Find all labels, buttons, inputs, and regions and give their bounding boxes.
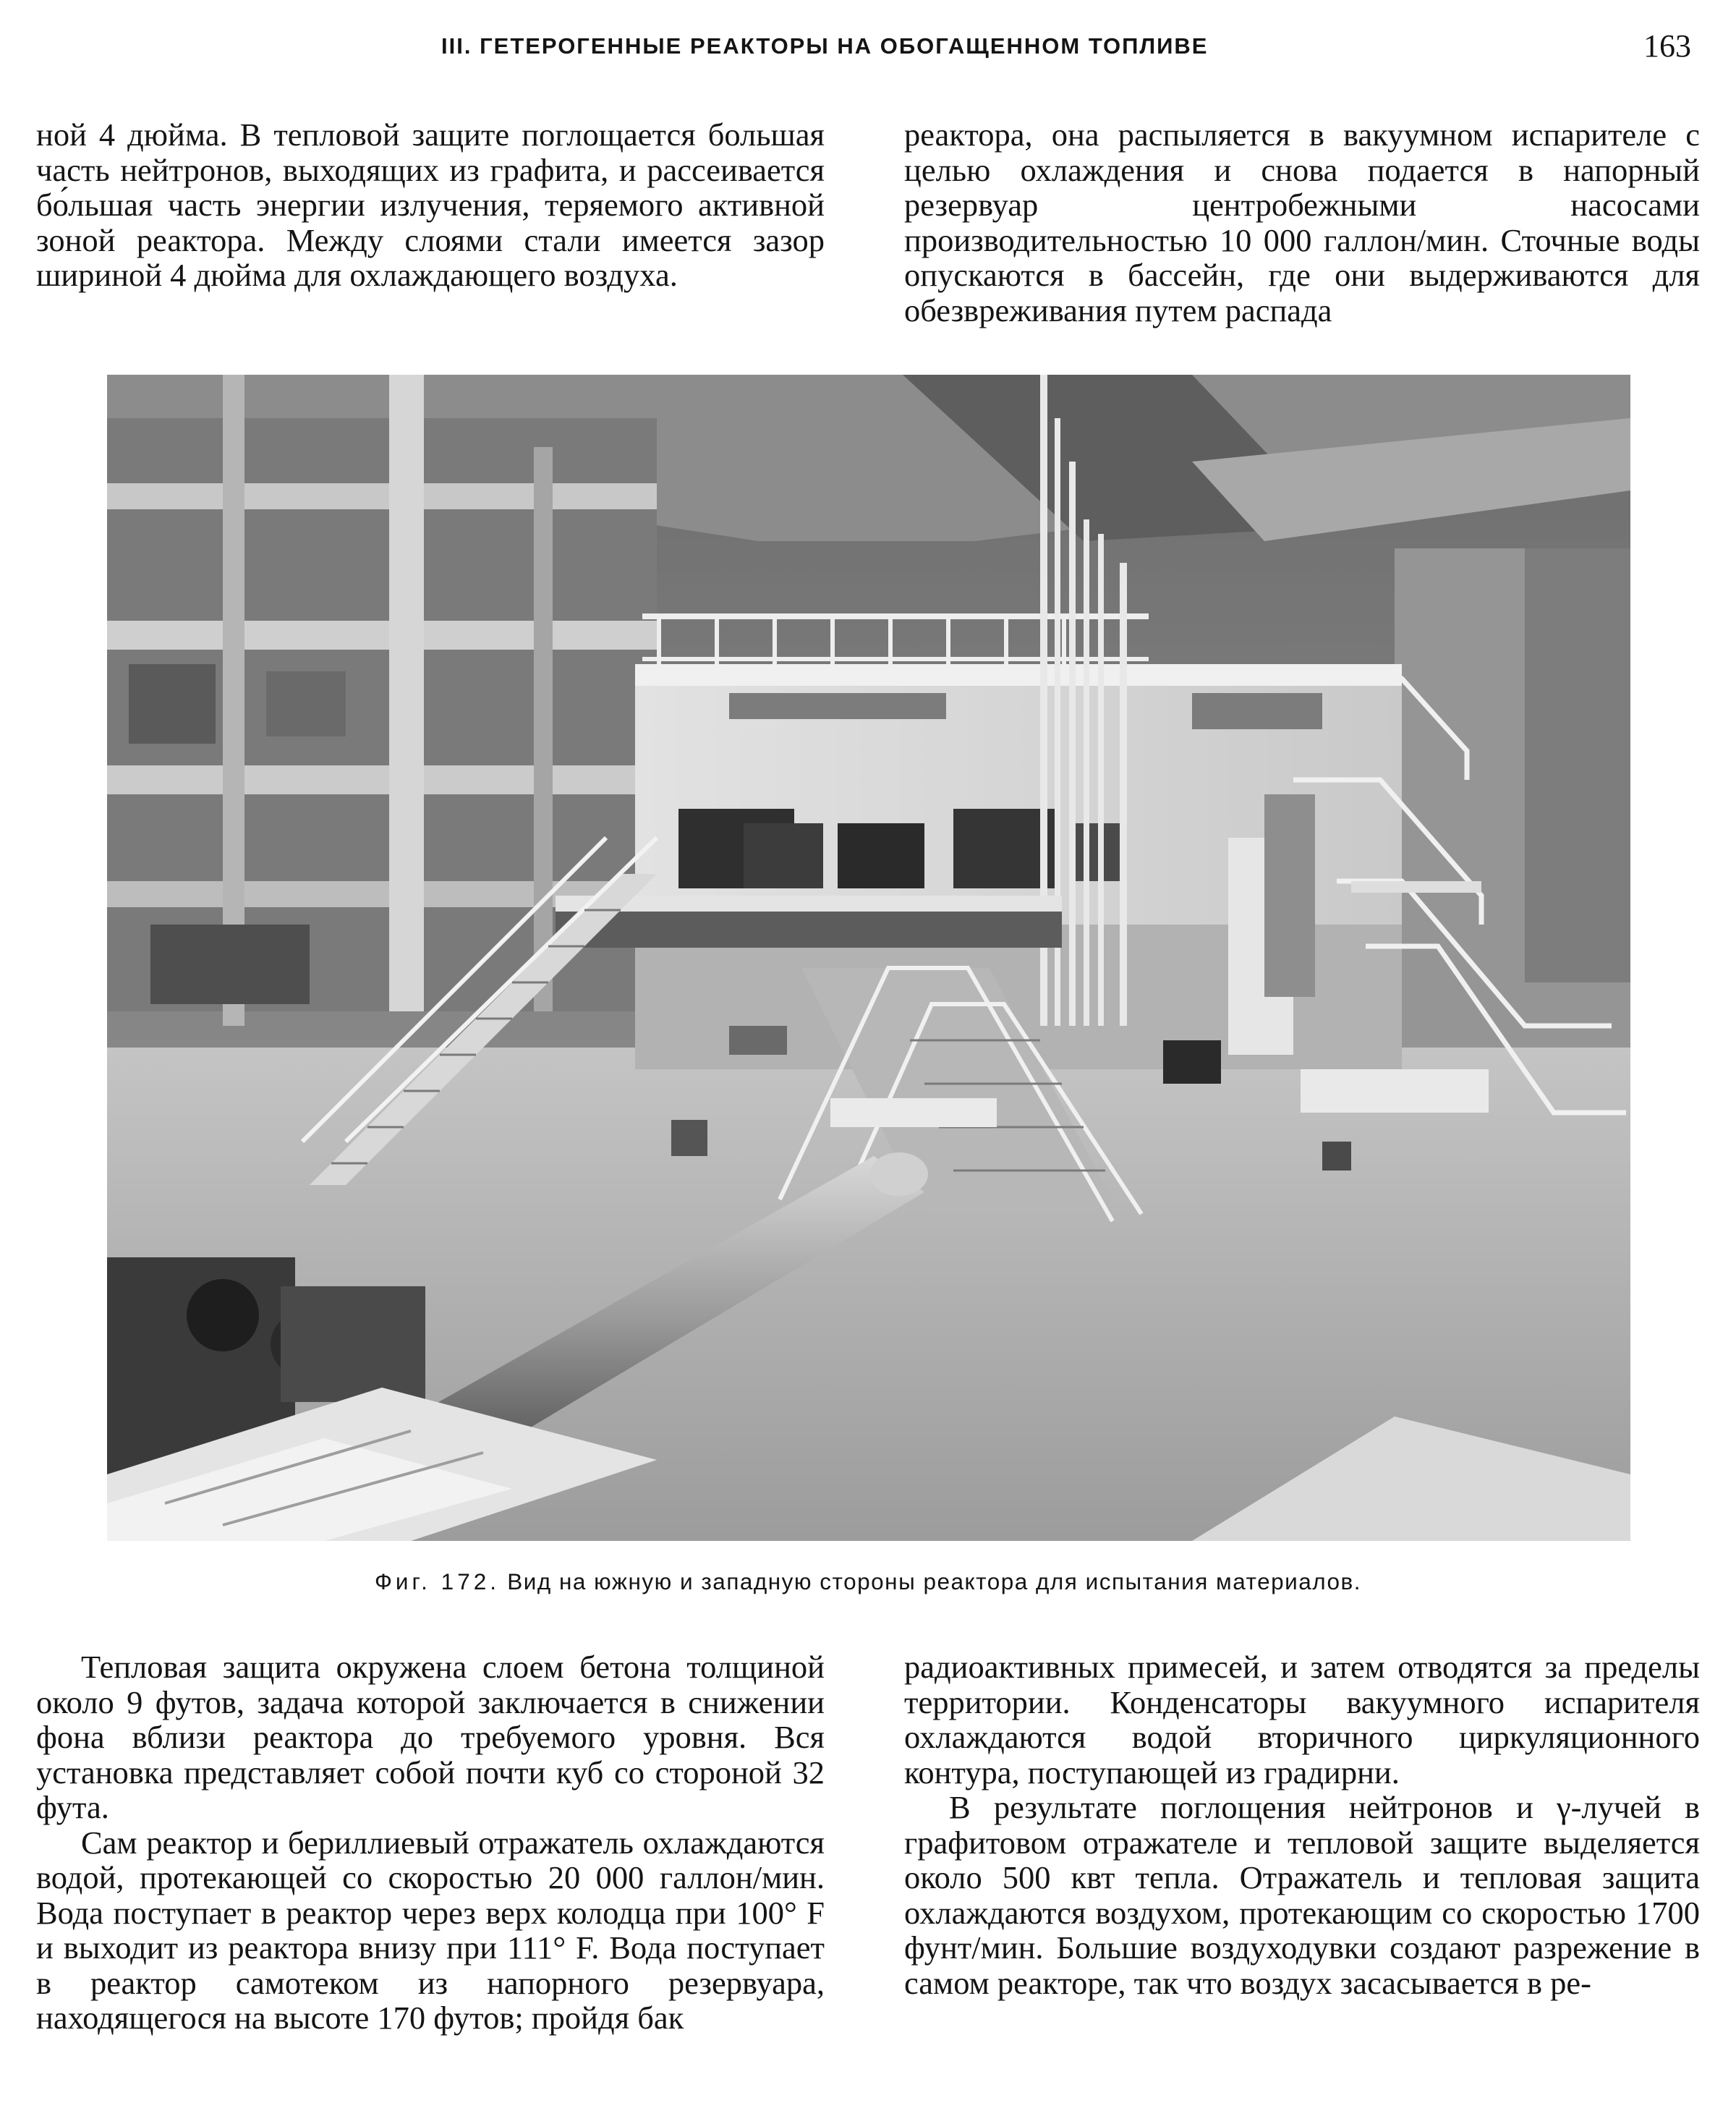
page-number: 163 <box>1643 28 1691 64</box>
bottom-right-column <box>904 1649 1700 2000</box>
top-left-column <box>36 117 825 293</box>
figure-caption-label: Фиг. 172. <box>374 1568 500 1594</box>
bottom-right-paragraph-1: радиоактивных примесей, и затем отводятся за пределы территории. Конденсаторы вакуумного испарителя охлаждаются водой вторичного циркуляционного контура, поступающей из градирни. <box>904 1649 1700 1790</box>
bottom-left-paragraph-1: Тепловая защита окружена слоем бетона толщиной около 9 футов, задача которой заключается в снижении фона вблизи реактора до требуемого уровня. Вся установка представляет собой почти куб со стороной 32 фута. <box>36 1649 825 1825</box>
bottom-left-paragraph-2: Сам реактор и бериллиевый отражатель охлаждаются водой, протекающей со скоростью 20 000 галлон/мин. Вода поступает в реактор через верх колодца при 100° F и выходит из реактора внизу при 111° F. Вода поступает в реактор самотеком из напорного резервуара, находящегося на высоте 170 футов; пройдя бак <box>36 1824 825 2036</box>
running-head <box>0 27 1736 71</box>
running-title: III. ГЕТЕРОГЕННЫЕ РЕАКТОРЫ НА ОБОГАЩЕННОМ ТОПЛИВЕ <box>441 33 1209 59</box>
reactor-photo-illustration <box>107 375 1630 1541</box>
figure-caption <box>0 1568 1736 1595</box>
figure-caption-text: Вид на южную и западную стороны реактора для испытания материалов. <box>507 1568 1362 1594</box>
bottom-right-paragraph-2: В результате поглощения нейтронов и γ-лучей в графитовом отражателе и тепловой защите выделяется около 500 квт тепла. Отражатель и тепловая защита охлаждаются воздухом, протекающим со скоростью 1700 фунт/мин. Большие воздуходувки создают разрежение в самом реакторе, так что воздух засасывается в ре- <box>904 1789 1700 2001</box>
top-right-column <box>904 117 1700 328</box>
reactor-photo <box>107 375 1630 1541</box>
top-left-paragraph: ной 4 дюйма. В тепловой защите поглощается большая часть нейтронов, выходящих из графита, и рассеивается бо́льшая часть энергии излучения, теряемого активной зоной реактора. Между слоями стали имеется зазор шириной 4 дюйма для охлаждающего воздуха. <box>36 116 825 293</box>
bottom-left-column <box>36 1649 825 2036</box>
top-right-paragraph: реактора, она распыляется в вакуумном испарителе с целью охлаждения и снова подается в напорный резервуар центробежными насосами производительностью 10 000 галлон/мин. Сточные воды опускаются в бассейн, где они выдерживаются для обезвреживания путем распада <box>904 116 1700 328</box>
